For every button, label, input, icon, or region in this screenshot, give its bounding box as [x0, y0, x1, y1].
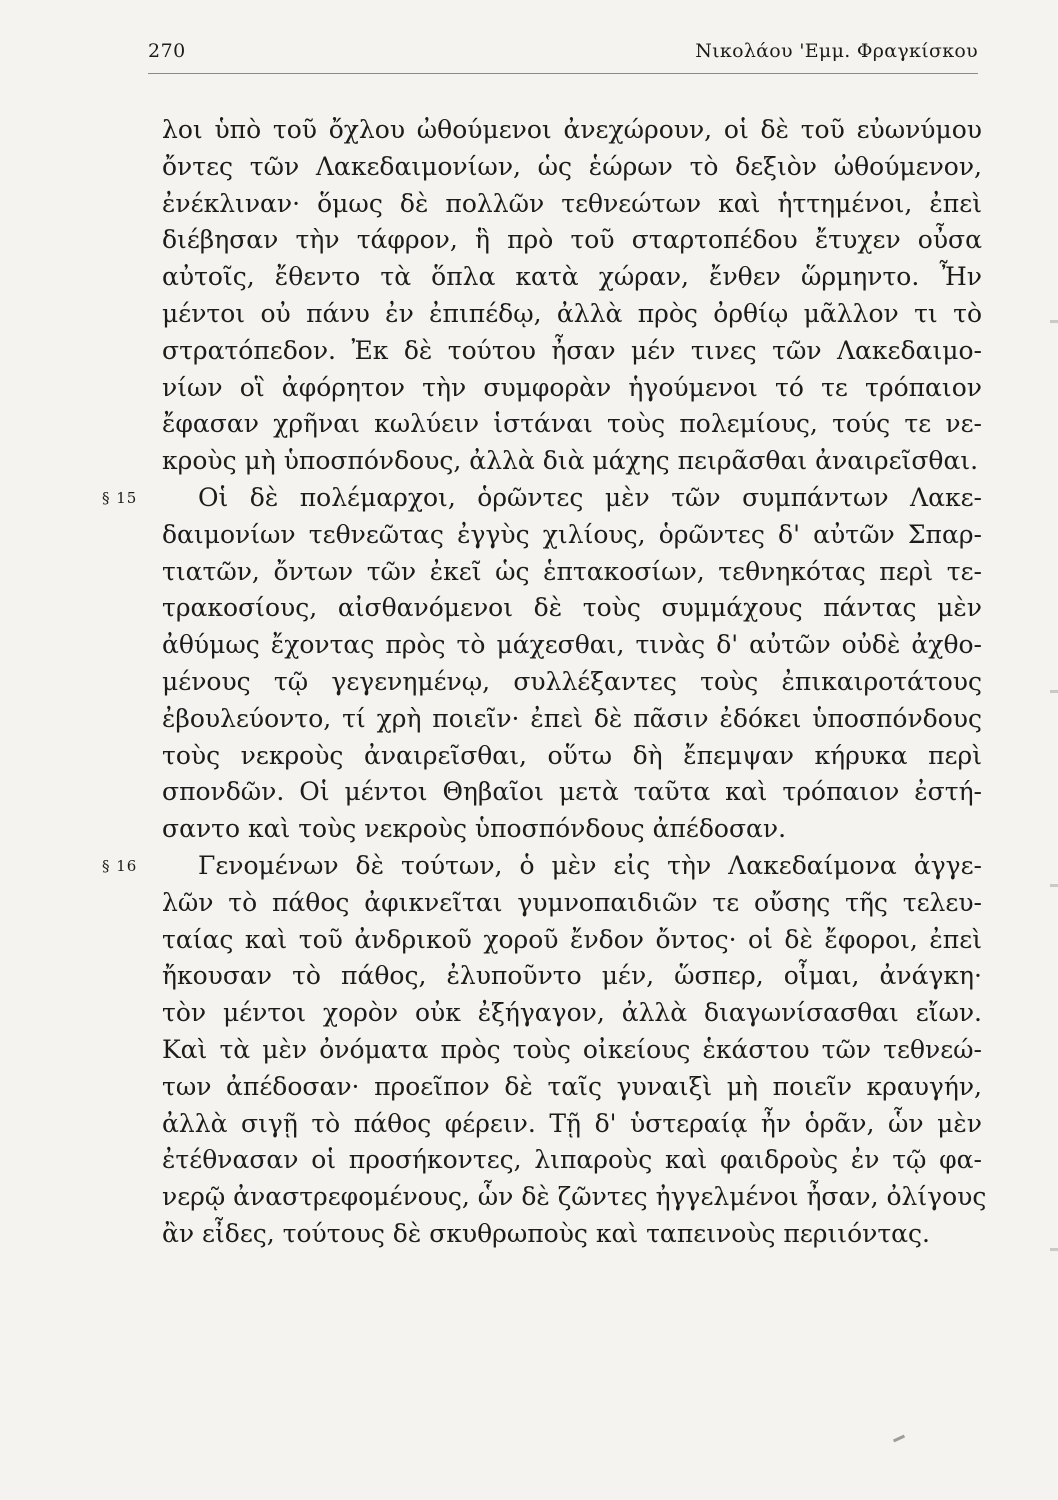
margin-mark: [1050, 1248, 1058, 1251]
line-text: σπονδῶν. Οἱ μέντοι Θηβαῖοι μετὰ ταῦτα καὶ τρόπαιον ἐστή-: [162, 777, 982, 807]
stray-ink-mark: [893, 1435, 905, 1443]
margin-mark: [1050, 690, 1058, 693]
line-text: ἂν εἶδες, τούτους δὲ σκυθρωποὺς καὶ ταπεινοὺς περιιόντας.: [162, 1218, 930, 1248]
line-text: κροὺς μὴ ὑποσπόνδους, ἀλλὰ διὰ μάχης πειρᾶσθαι ἀναιρεῖσθαι.: [162, 446, 979, 476]
text-line: [162, 811, 982, 848]
line-text: Οἱ δὲ πολέμαρχοι, ὁρῶντες μὲν τῶν συμπάντων Λακε-: [198, 482, 982, 512]
text-line: [162, 1032, 982, 1069]
section-number: § 16: [102, 856, 138, 875]
text-line: [162, 186, 982, 223]
line-text: νερῷ ἀναστρεφομένους, ὧν δὲ ζῶντες ἠγγελμένοι ἦσαν, ὀλίγους: [162, 1182, 987, 1212]
text-line: [162, 1216, 982, 1253]
text-line: [162, 738, 982, 775]
line-text: δαιμονίων τεθνεῶτας ἐγγὺς χιλίους, ὁρῶντες δ' αὐτῶν Σπαρ-: [162, 519, 982, 549]
text-line: [162, 149, 982, 186]
text-line: [102, 848, 982, 885]
page-number: 270: [148, 40, 186, 62]
text-line: [162, 995, 982, 1032]
paragraph: [162, 112, 982, 480]
line-text: αὐτοῖς, ἔθεντο τὰ ὅπλα κατὰ χώραν, ἔνθεν ὥρμηντο. Ἦν: [162, 262, 982, 292]
text-line: [162, 554, 982, 591]
text-line: [162, 885, 982, 922]
line-text: σαντο καὶ τοὺς νεκροὺς ὑποσπόνδους ἀπέδοσαν.: [162, 814, 787, 844]
header-rule: [148, 73, 978, 74]
text-line: [102, 480, 982, 517]
text-line: [162, 296, 982, 333]
line-text: Γενομένων δὲ τούτων, ὁ μὲν εἰς τὴν Λακεδαίμονα ἀγγε-: [198, 850, 982, 880]
line-text: των ἀπέδοσαν· προεῖπον δὲ ταῖς γυναιξὶ μὴ ποιεῖν κραυγήν,: [162, 1071, 982, 1101]
text-line: [162, 517, 982, 554]
text-line: [162, 406, 982, 443]
section-number: § 15: [102, 488, 138, 507]
paragraph: [102, 848, 987, 1253]
paragraph: [102, 480, 982, 848]
text-line: [162, 1179, 987, 1216]
text-line: [162, 958, 982, 995]
line-text: νίων οἳ ἀφόρητον τὴν συμφορὰν ἡγούμενοι τό τε τρόπαιον: [162, 372, 982, 402]
text-line: [162, 1069, 982, 1106]
line-text: τιατῶν, ὄντων τῶν ἐκεῖ ὡς ἑπτακοσίων, τεθνηκότας περὶ τε-: [162, 556, 982, 586]
body-text: [102, 112, 987, 1253]
line-text: ἐτέθνασαν οἱ προσήκοντες, λιπαροὺς καὶ φαιδροὺς ἐν τῷ φα-: [162, 1145, 982, 1175]
text-line: [162, 112, 982, 149]
line-text: τὸν μέντοι χορὸν οὐκ ἐξήγαγον, ἀλλὰ διαγωνίσασθαι εἴων.: [162, 998, 982, 1028]
line-text: ταίας καὶ τοῦ ἀνδρικοῦ χοροῦ ἔνδον ὄντος· οἱ δὲ ἔφοροι, ἐπεὶ: [162, 924, 982, 954]
text-line: [162, 370, 982, 407]
line-text: ἀλλὰ σιγῇ τὸ πάθος φέρειν. Τῇ δ' ὑστεραίᾳ ἦν ὁρᾶν, ὧν μὲν: [162, 1108, 982, 1138]
line-text: λοι ὑπὸ τοῦ ὄχλου ὠθούμενοι ἀνεχώρουν, οἱ δὲ τοῦ εὐωνύμου: [162, 115, 982, 144]
line-text: τρακοσίους, αἰσθανόμενοι δὲ τοὺς συμμάχους πάντας μὲν: [162, 593, 982, 623]
running-title: Νικολάου 'Εμμ. Φραγκίσκου: [695, 40, 978, 62]
text-line: [162, 443, 982, 480]
line-text: ἤκουσαν τὸ πάθος, ἐλυποῦντο μέν, ὥσπερ, οἶμαι, ἀνάγκη·: [162, 961, 982, 991]
text-line: [162, 590, 982, 627]
margin-mark: [1050, 320, 1058, 323]
text-line: [162, 222, 982, 259]
line-text: ἐνέκλιναν· ὅμως δὲ πολλῶν τεθνεώτων καὶ ἡττημένοι, ἐπεὶ: [162, 188, 982, 218]
line-text: ἔφασαν χρῆναι κωλύειν ἱστάναι τοὺς πολεμίους, τούς τε νε-: [162, 409, 982, 439]
text-line: [162, 664, 982, 701]
text-line: [162, 774, 982, 811]
running-head: [148, 40, 978, 70]
line-text: λῶν τὸ πάθος ἀφικνεῖται γυμνοπαιδιῶν τε οὔσης τῆς τελευ-: [162, 887, 982, 917]
margin-mark: [1050, 884, 1058, 887]
line-text: ὄντες τῶν Λακεδαιμονίων, ὡς ἑώρων τὸ δεξιὸν ὠθούμενον,: [162, 151, 982, 181]
text-line: [162, 259, 982, 296]
line-text: διέβησαν τὴν τάφρον, ἣ πρὸ τοῦ σταρτοπέδου ἔτυχεν οὖσα: [162, 225, 982, 255]
line-text: στρατόπεδον. Ἐκ δὲ τούτου ἦσαν μέν τινες τῶν Λακεδαιμο-: [162, 335, 982, 365]
line-text: ἀθύμως ἔχοντας πρὸς τὸ μάχεσθαι, τινὰς δ' αὐτῶν οὐδὲ ἀχθο-: [162, 630, 982, 660]
text-line: [162, 1106, 982, 1143]
line-text: μένους τῷ γεγενημένῳ, συλλέξαντες τοὺς ἐπικαιροτάτους: [162, 666, 982, 696]
line-text: τοὺς νεκροὺς ἀναιρεῖσθαι, οὕτω δὴ ἔπεμψαν κήρυκα περὶ: [162, 740, 982, 770]
text-line: [162, 1142, 982, 1179]
text-line: [162, 627, 982, 664]
text-line: [162, 701, 982, 738]
text-line: [162, 922, 982, 959]
line-text: μέντοι οὐ πάνυ ἐν ἐπιπέδῳ, ἀλλὰ πρὸς ὀρθίῳ μᾶλλον τι τὸ: [162, 298, 982, 328]
line-text: Καὶ τὰ μὲν ὀνόματα πρὸς τοὺς οἰκείους ἑκάστου τῶν τεθνεώ-: [162, 1034, 982, 1064]
line-text: ἐβουλεύοντο, τί χρὴ ποιεῖν· ἐπεὶ δὲ πᾶσιν ἐδόκει ὑποσπόνδους: [162, 703, 982, 733]
text-line: [162, 333, 982, 370]
